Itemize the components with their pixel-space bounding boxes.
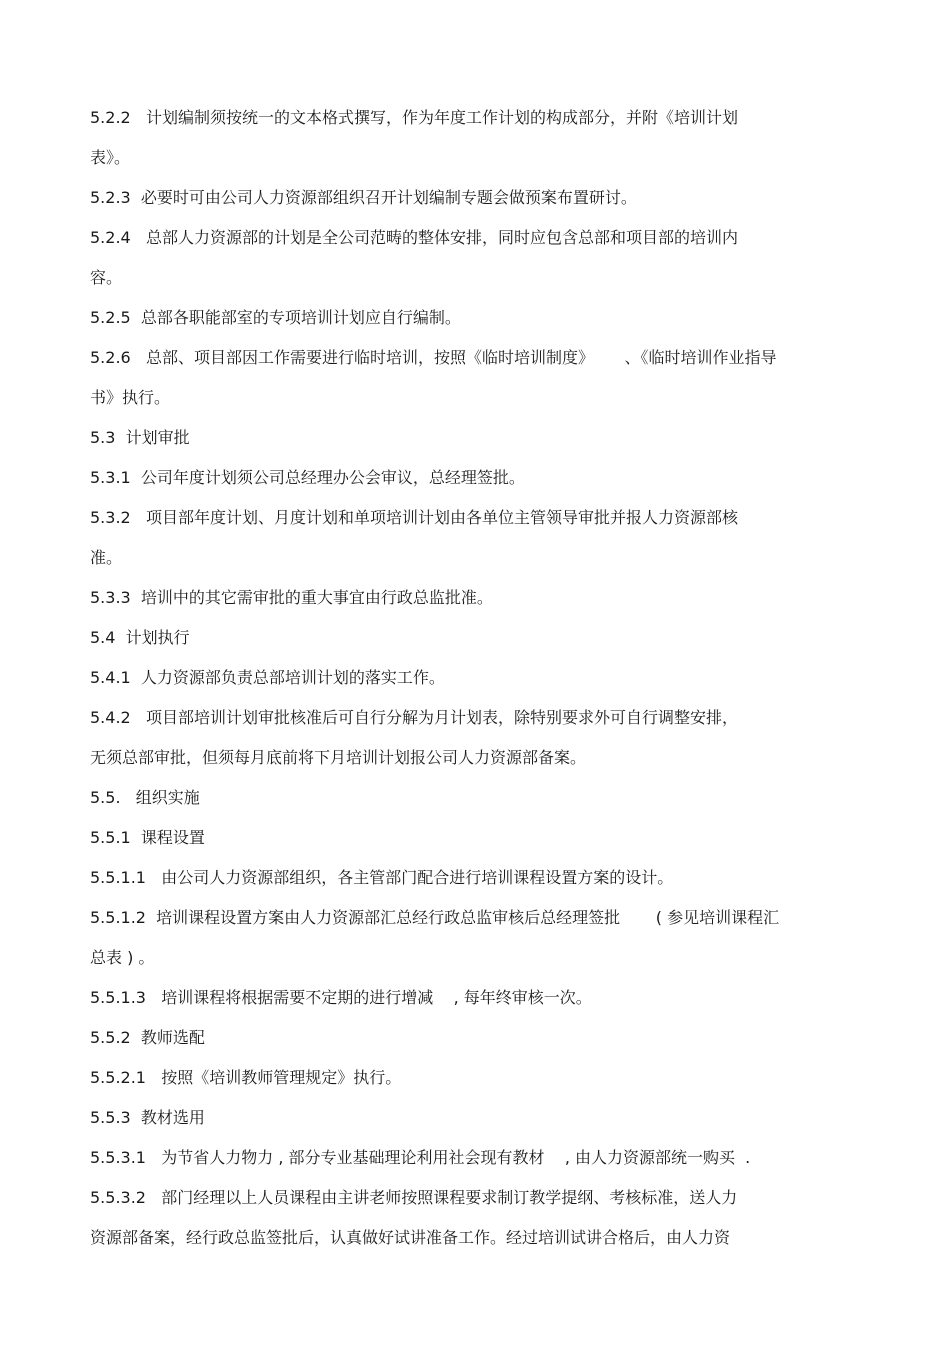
text-line: 表》。 [90, 148, 131, 167]
section-heading: 5.3 计划审批 [90, 428, 190, 447]
text-line: 5.2.6 总部、项目部因工作需要进行临时培训，按照《临时培训制度》 、《临时培训作业指导 [90, 348, 777, 367]
text-line: 书》执行。 [90, 388, 171, 407]
text-line: 5.4.2 项目部培训计划审批核准后可自行分解为月计划表，除特别要求外可自行调整安排， [90, 708, 738, 727]
text-line: 5.2.2 计划编制须按统一的文本格式撰写，作为年度工作计划的构成部分，并附《培训计划 [90, 108, 738, 127]
text-line: 总表 ) 。 [90, 948, 155, 967]
text-line: 5.5.1.3 培训课程将根据需要不定期的进行增减 , 每年终审核一次。 [90, 988, 592, 1007]
subsection-heading: 5.5.1 课程设置 [90, 828, 205, 847]
text-line: 资源部备案，经行政总监签批后，认真做好试讲准备工作。经过培训试讲合格后，由人力资 [90, 1228, 731, 1247]
text-line: 5.5.1.2 培训课程设置方案由人力资源部汇总经行政总监审核后总经理签批 ( 参见培训课程汇 [90, 908, 780, 927]
text-line: 5.2.5 总部各职能部室的专项培训计划应自行编制。 [90, 308, 461, 327]
text-line: 5.4.1 人力资源部负责总部培训计划的落实工作。 [90, 668, 445, 687]
subsection-heading: 5.5.2 教师选配 [90, 1028, 205, 1047]
text-line: 5.5.3.1 为节省人力物力 , 部分专业基础理论利用社会现有教材 , 由人力资源部统一购买 . [90, 1148, 751, 1167]
text-line: 5.3.3 培训中的其它需审批的重大事宜由行政总监批准。 [90, 588, 493, 607]
text-line: 5.2.4 总部人力资源部的计划是全公司范畴的整体安排，同时应包含总部和项目部的培训内 [90, 228, 738, 247]
text-line: 5.2.3 必要时可由公司人力资源部组织召开计划编制专题会做预案布置研讨。 [90, 188, 637, 207]
text-line: 5.3.2 项目部年度计划、月度计划和单项培训计划由各单位主管领导审批并报人力资源部核 [90, 508, 738, 527]
section-heading: 5.4 计划执行 [90, 628, 190, 647]
text-line: 无须总部审批，但须每月底前将下月培训计划报公司人力资源部备案。 [90, 748, 587, 767]
text-line: 准。 [90, 548, 123, 567]
section-heading: 5.5. 组织实施 [90, 788, 200, 807]
text-line: 5.5.2.1 按照《培训教师管理规定》执行。 [90, 1068, 402, 1087]
text-line: 5.5.1.1 由公司人力资源部组织，各主管部门配合进行培训课程设置方案的设计。 [90, 868, 674, 887]
text-line: 5.3.1 公司年度计划须公司总经理办公会审议，总经理签批。 [90, 468, 525, 487]
subsection-heading: 5.5.3 教材选用 [90, 1108, 205, 1127]
text-line: 容。 [90, 268, 123, 287]
text-line: 5.5.3.2 部门经理以上人员课程由主讲老师按照课程要求制订教学提纲、考核标准，送人力 [90, 1188, 738, 1207]
